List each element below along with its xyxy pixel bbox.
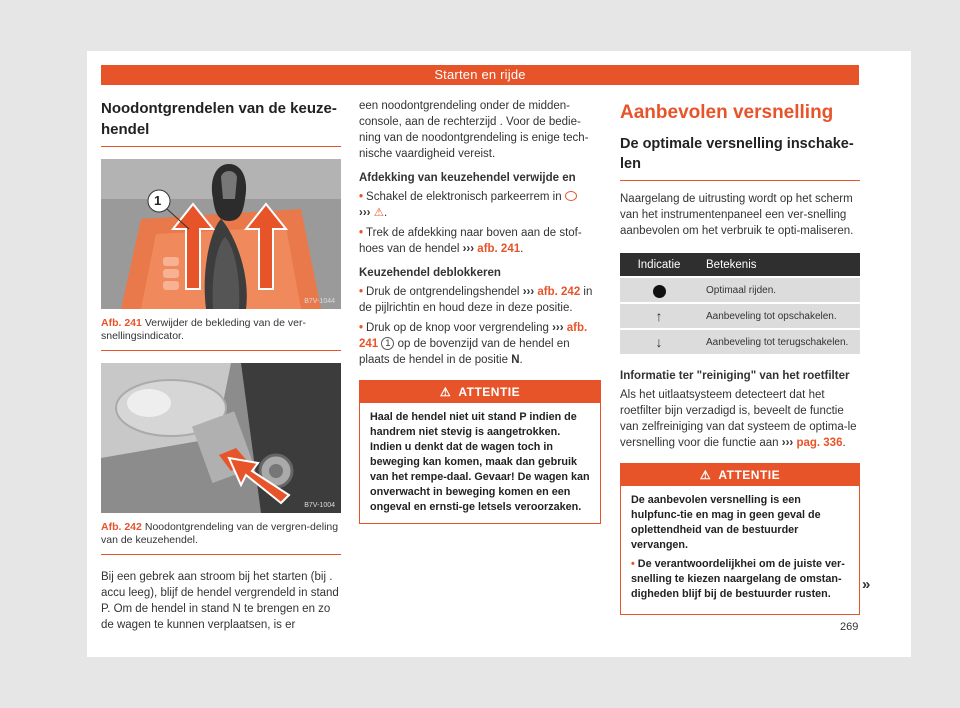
figure-code: B7V-1044 — [304, 298, 335, 305]
bullet-item: • Druk de ontgrendelingshendel ››› afb. 242 in de pijlrichtin en houd deze in deze positie. — [359, 286, 593, 314]
column-left — [101, 98, 341, 633]
figure-number: Afb. 241 — [101, 317, 142, 329]
table-row — [620, 278, 860, 302]
bullet-item: • Druk op de knop voor vergrendeling ››› afb. 241 1 op de bovenzijd van de hendel en plaats de hendel in de positie N. — [359, 322, 588, 366]
figure-caption — [101, 317, 341, 351]
caption-text: Verwijder de bekleding van de ver-snellingsindicator. — [101, 317, 306, 342]
page-reference-link[interactable]: pag. 336 — [796, 437, 843, 449]
warning-box — [620, 463, 860, 615]
bullet-item: • Schakel de elektronisch parkeerrem in ››› ⚠. — [359, 189, 601, 221]
table-header-row — [620, 253, 860, 276]
figure-reference-link[interactable]: afb. 241 — [359, 322, 588, 350]
arrow-up-icon: ↑ — [620, 304, 698, 328]
gear-position: N — [511, 354, 520, 366]
callout-number-icon: 1 — [381, 337, 394, 350]
body-paragraph: een noodontgrendeling onder de midden-console, aan de rechterzijd . Voor de bedie-ning van de noodontgrendeling is enige tech-nische vaardigheid vereist. — [359, 100, 589, 160]
figure-gear-lever — [101, 159, 341, 309]
column-right — [620, 98, 860, 615]
caption-text: Noodontgrendeling van de vergren-deling van de keuzehendel. — [101, 521, 339, 546]
gear-lever-illustration — [101, 159, 341, 309]
figure-reference-link[interactable]: afb. 241 — [477, 243, 521, 255]
warning-header: ⚠ ATTENTIE — [360, 381, 600, 403]
bullet-icon: • — [359, 286, 364, 298]
column-middle — [359, 98, 601, 524]
continue-marker: » — [862, 576, 871, 593]
filled-circle-icon — [620, 278, 698, 302]
reference-arrow-icon: ››› — [522, 286, 535, 298]
warning-text: Haal de hendel niet uit stand P indien de handrem niet stevig is aangetrokken. Indien u denkt dat de wagen toch in beweging kan komen, maak dan gebruik van het rempe-daal. Gevaar! De wagen kan onverwacht in beweging komen en een ongeval en ernsti-ge letsels veroorzaken. — [370, 411, 590, 513]
body-paragraph: Bij een gebrek aan stroom bij het starten (bij . accu leeg), blijf de hendel vergrendeld in stand P. Om de hendel in stand N te brengen en zo de wagen te kunnen verplaatsen, is er — [101, 571, 339, 631]
figure-callout-number: 1 — [154, 193, 162, 208]
bullet-icon: • — [631, 558, 635, 570]
table-cell: Optimaal rijden. — [698, 278, 860, 302]
emergency-release-illustration — [101, 363, 341, 513]
figure-reference-link[interactable]: afb. 242 — [537, 286, 581, 298]
indicator-table — [620, 251, 860, 356]
figure-caption — [101, 521, 341, 555]
body-paragraph: Naargelang de uitrusting wordt op het scherm van het instrumentenpaneel een ver-snelling aanbevolen om het verbruik te opti-maliseren. — [620, 193, 854, 237]
subheading-filter: Informatie ter "reiniging" van het roetfilter — [620, 370, 850, 382]
page-header: Starten en rijde — [101, 65, 859, 85]
table-cell: Aanbeveling tot terugschakelen. — [698, 330, 860, 354]
warning-header: ⚠ ATTENTIE — [621, 464, 859, 486]
reference-arrow-icon: ››› — [781, 437, 794, 449]
warning-triangle-icon: ⚠ — [699, 468, 712, 482]
bullet-icon: • — [359, 227, 364, 239]
table-header-cell: Betekenis — [698, 253, 860, 276]
figure-number: Afb. 242 — [101, 521, 142, 533]
table-header-cell: Indicatie — [620, 253, 698, 276]
page-number: 269 — [840, 621, 859, 633]
subheading-cover: Afdekking van keuzehendel verwijde en — [359, 172, 576, 184]
body-paragraph: Als het uitlaatsysteem detecteert dat het roetfilter bijn verzadigd is, beveelt de functie van zelfreiniging van dat systeem de optima-le versnelling voor die functie aan ››› pag. 336. — [620, 389, 857, 449]
warning-triangle-icon: ⚠ — [373, 207, 385, 219]
section-heading: Noodontgrendelen van de keuze-hendel — [101, 98, 341, 147]
section-title: Aanbevolen versnelling — [620, 102, 834, 123]
reference-arrow-icon: ››› — [462, 243, 475, 255]
arrow-down-icon: ↓ — [620, 330, 698, 354]
reference-arrow-icon: ››› — [552, 322, 564, 334]
table-row — [620, 330, 860, 354]
reference-arrow-icon: ››› — [359, 207, 371, 219]
table-cell: Aanbeveling tot opschakelen. — [698, 304, 860, 328]
bullet-icon: • — [359, 322, 364, 334]
table-row — [620, 304, 860, 328]
section-subtitle: De optimale versnelling inschake-len — [620, 134, 860, 181]
bullet-item: • Trek de afdekking naar boven aan de stof-hoes van de hendel ››› afb. 241. — [359, 227, 582, 255]
figure-code: B7V-1004 — [304, 502, 335, 509]
warning-box — [359, 380, 601, 524]
warning-text: De aanbevolen versnelling is een hulpfunc-tie en mag in geen geval de oplettendheid van de bestuurder vervangen. • De verantwoordelijkhei om de juiste ver-snelling te kiezen naargelang de omstan-digheden blijf bij de bestuurder rusten. — [631, 494, 845, 600]
subheading-unlock: Keuzehendel deblokkeren — [359, 267, 501, 279]
parking-brake-icon — [565, 191, 577, 201]
warning-triangle-icon: ⚠ — [439, 385, 452, 399]
figure-emergency-release — [101, 363, 341, 513]
bullet-icon: • — [359, 191, 364, 203]
